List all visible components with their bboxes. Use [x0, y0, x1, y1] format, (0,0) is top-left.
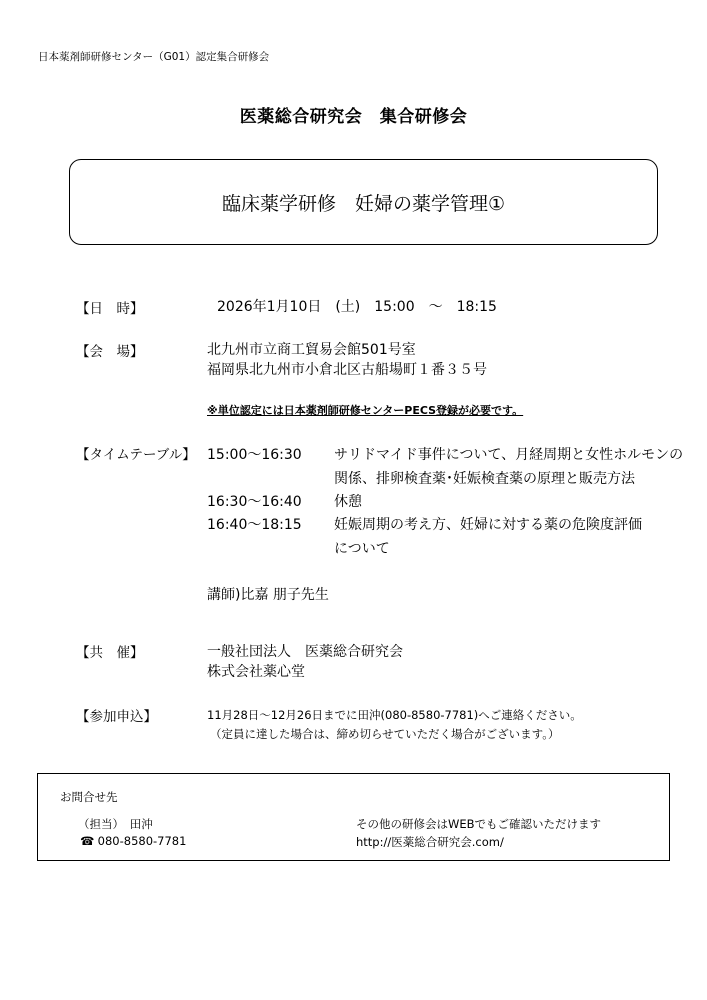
- date-value: 2026年1月10日 (土) 15:00 ～ 18:15: [217, 299, 497, 315]
- host-org-1: 一般社団法人 医薬総合研究会: [207, 644, 403, 660]
- timetable-time-2: 16:30～16:40: [207, 494, 302, 510]
- apply-label: 【参加申込】: [76, 709, 157, 725]
- contact-heading: お問合せ先: [60, 790, 118, 804]
- timetable-time-1: 15:00～16:30: [207, 447, 302, 463]
- venue-label: 【会 場】: [76, 344, 144, 360]
- venue-name: 北九州市立商工貿易会館501号室: [207, 342, 416, 358]
- venue-address: 福岡県北九州市小倉北区古船場町１番３５号: [207, 362, 487, 378]
- timetable-desc-3b: について: [334, 541, 390, 557]
- contact-web-note: その他の研修会はWEBでもご確認いただけます: [356, 817, 602, 831]
- apply-note: （定員に達した場合は、締め切らせていただく場合がございます。）: [210, 727, 560, 741]
- timetable-time-3: 16:40～18:15: [207, 517, 302, 533]
- host-org-2: 株式会社薬心堂: [207, 664, 305, 680]
- lecturer: 講師)比嘉 朋子先生: [207, 587, 329, 603]
- date-label: 【日 時】: [76, 301, 144, 317]
- contact-box: [37, 773, 670, 861]
- main-title: 医薬総合研究会 集合研修会: [239, 107, 468, 127]
- telephone-icon: ☎: [80, 834, 95, 848]
- apply-text: 11月28日～12月26日までに田沖(080-8580-7781)へご連絡ください。: [207, 708, 582, 722]
- timetable-label: 【タイムテーブル】: [76, 447, 196, 463]
- timetable-desc-1a: サリドマイド事件について、月経周期と女性ホルモンの: [334, 447, 684, 463]
- timetable-desc-3a: 妊娠周期の考え方、妊婦に対する薬の危険度評価: [334, 517, 642, 533]
- header-note: 日本薬剤師研修センター（G01）認定集合研修会: [38, 51, 270, 63]
- contact-phone-line: [80, 834, 186, 848]
- course-title: 臨床薬学研修 妊婦の薬学管理①: [221, 193, 506, 215]
- contact-person: （担当） 田沖: [78, 817, 153, 831]
- host-label: 【共 催】: [76, 645, 144, 661]
- pecs-note: ※単位認定には日本薬剤師研修センターPECS登録が必要です。: [207, 404, 524, 417]
- timetable-desc-2: 休憩: [334, 494, 362, 510]
- course-title-box: [69, 159, 658, 245]
- timetable-desc-1b: 関係、排卵検査薬･妊娠検査薬の原理と販売方法: [334, 471, 635, 487]
- contact-phone: 080-8580-7781: [97, 834, 187, 848]
- contact-url[interactable]: http://医薬総合研究会.com/: [356, 835, 504, 849]
